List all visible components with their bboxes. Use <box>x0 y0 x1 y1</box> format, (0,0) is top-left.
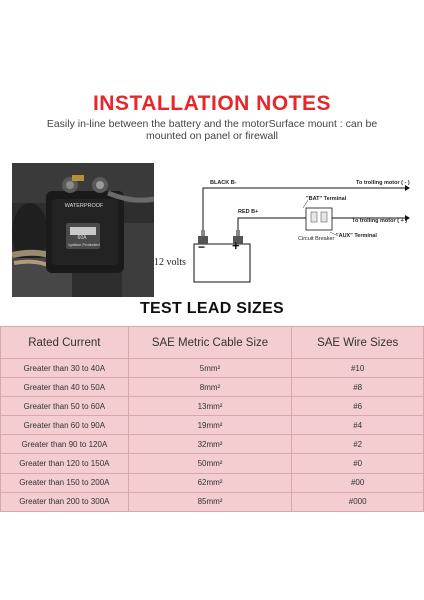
cell-rated-current: Greater than 200 to 300A <box>1 492 129 511</box>
motor-positive-label: To trolling motor ( + ) <box>352 218 408 224</box>
battery-negative-sign: − <box>198 240 206 254</box>
header-metric-cable-size: SAE Metric Cable Size <box>128 327 292 359</box>
black-wire-label: BLACK B- <box>210 180 237 186</box>
table-row <box>1 454 424 473</box>
wiring-diagram <box>158 160 424 295</box>
cell-rated-current: Greater than 150 to 200A <box>1 473 129 492</box>
table-row <box>1 492 424 511</box>
cell-metric-size: 19mm² <box>128 416 292 435</box>
battery-voltage-label: 12 volts <box>154 257 186 268</box>
table-row <box>1 359 424 378</box>
cell-wire-size: #000 <box>292 492 424 511</box>
cell-metric-size: 5mm² <box>128 359 292 378</box>
cell-metric-size: 50mm² <box>128 454 292 473</box>
cell-wire-size: #6 <box>292 397 424 416</box>
cell-metric-size: 62mm² <box>128 473 292 492</box>
circuit-breaker-label: Circuit Breaker <box>298 236 335 242</box>
cell-rated-current: Greater than 50 to 60A <box>1 397 129 416</box>
header-wire-sizes: SAE Wire Sizes <box>292 327 424 359</box>
cell-wire-size: #4 <box>292 416 424 435</box>
cell-wire-size: #0 <box>292 454 424 473</box>
table-row <box>1 473 424 492</box>
cell-rated-current: Greater than 90 to 120A <box>1 435 129 454</box>
red-wire-label: RED B+ <box>238 209 259 215</box>
cell-wire-size: #00 <box>292 473 424 492</box>
cell-rated-current: Greater than 30 to 40A <box>1 359 129 378</box>
table-row <box>1 435 424 454</box>
test-lead-sizes-table <box>0 326 424 512</box>
cell-rated-current: Greater than 60 to 90A <box>1 416 129 435</box>
photo-label-note: Ignition Protected <box>68 242 100 247</box>
table-title: TEST LEAD SIZES <box>139 300 285 317</box>
cell-rated-current: Greater than 120 to 150A <box>1 454 129 473</box>
cell-metric-size: 13mm² <box>128 397 292 416</box>
cell-metric-size: 85mm² <box>128 492 292 511</box>
cell-metric-size: 8mm² <box>128 378 292 397</box>
header-rated-current: Rated Current <box>1 327 129 359</box>
battery-positive-sign: + <box>232 238 240 253</box>
cell-wire-size: #8 <box>292 378 424 397</box>
cell-metric-size: 32mm² <box>128 435 292 454</box>
table-header-row <box>1 327 424 359</box>
photo-label-waterproof: WATERPROOF <box>64 203 104 209</box>
cell-wire-size: #2 <box>292 435 424 454</box>
bat-terminal-label: "BAT" Terminal <box>306 196 347 202</box>
table-row <box>1 416 424 435</box>
table-row <box>1 397 424 416</box>
cell-rated-current: Greater than 40 to 50A <box>1 378 129 397</box>
page-title: INSTALLATION NOTES <box>92 92 332 115</box>
page-subtitle: Easily in-line between the battery and the motorSurface mount : can be mounted on panel or firewall <box>46 118 378 142</box>
circuit-breaker-photo <box>12 163 154 297</box>
cell-wire-size: #10 <box>292 359 424 378</box>
photo-label-rating: 60A <box>77 235 87 241</box>
motor-negative-label: To trolling motor ( - ) <box>356 180 410 186</box>
table-row <box>1 378 424 397</box>
aux-terminal-label: "AUX" Terminal <box>336 233 377 239</box>
